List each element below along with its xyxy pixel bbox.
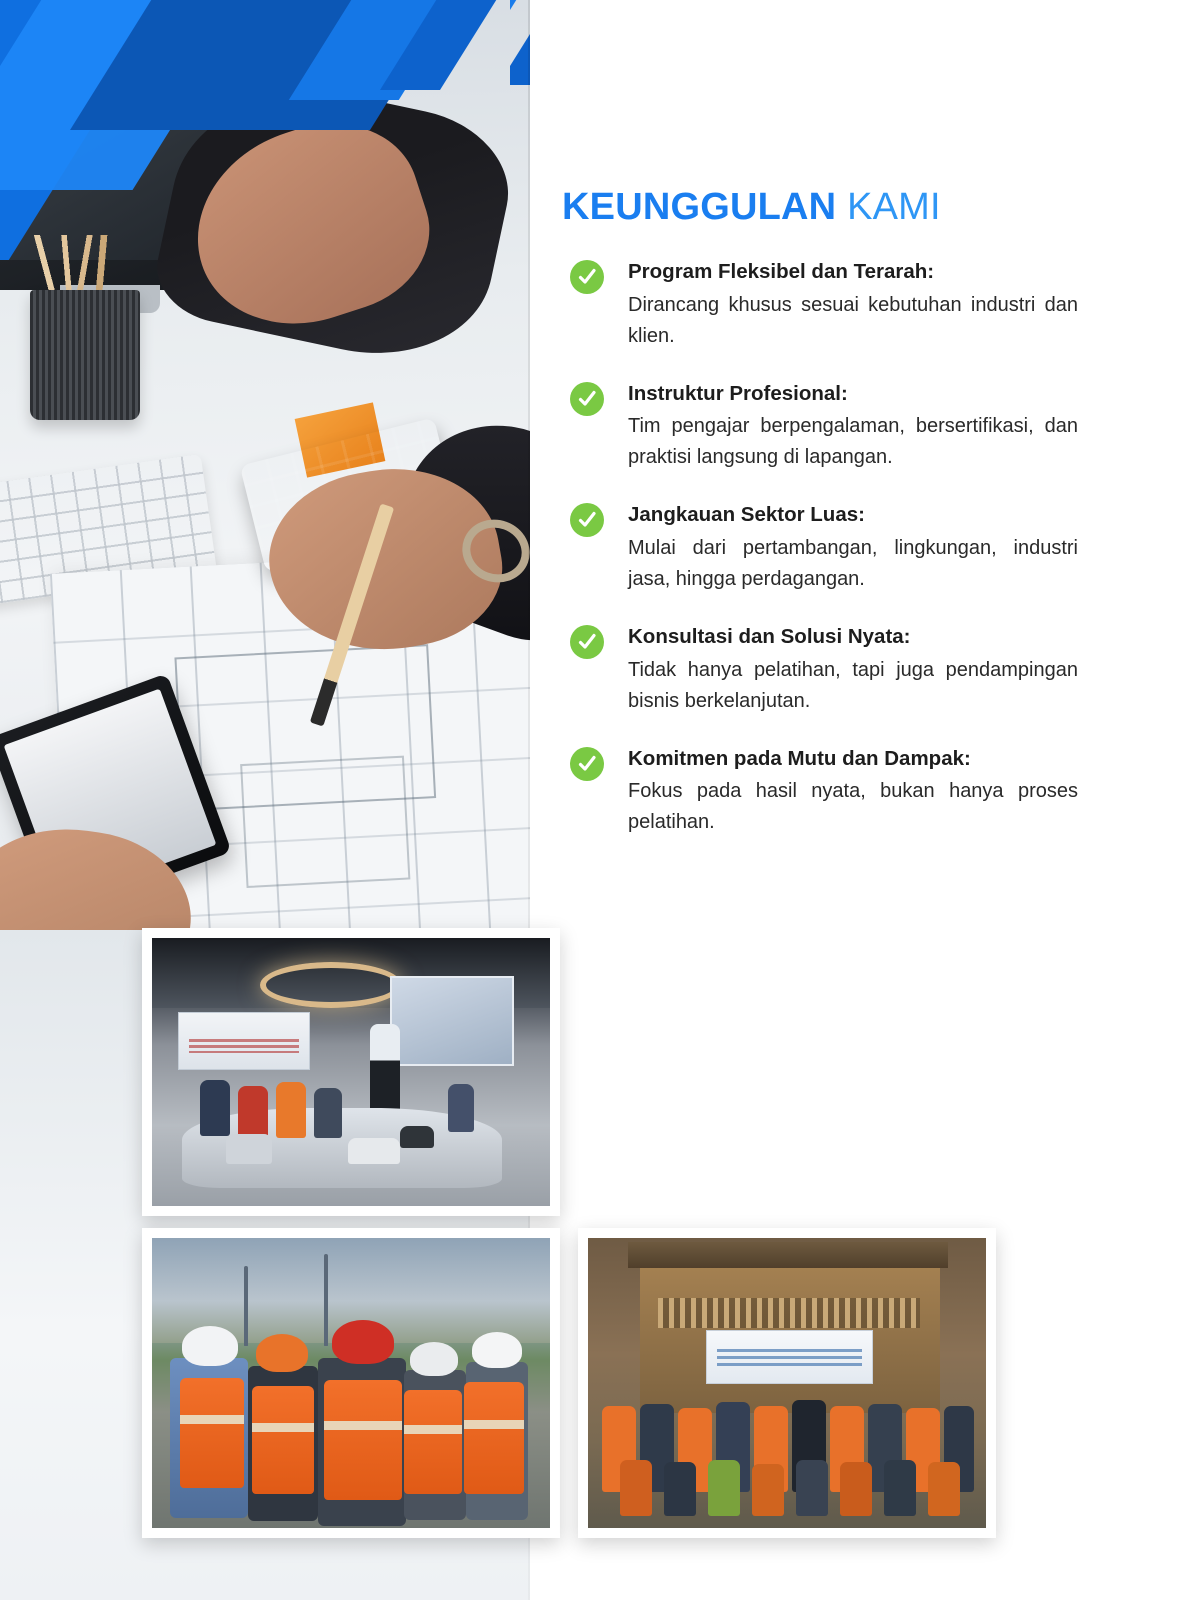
list-item-title: Jangkauan Sektor Luas: bbox=[628, 503, 865, 527]
list-item-body: Tim pengajar berpengalaman, bersertifikasi, dan praktisi langsung di lapangan. bbox=[628, 415, 1078, 469]
check-circle-icon bbox=[570, 260, 604, 294]
blue-ribbon-graphic bbox=[0, 0, 530, 300]
check-circle-icon bbox=[570, 382, 604, 416]
training-meeting-room-photo bbox=[142, 928, 560, 1216]
list-item-title: Komitmen pada Mutu dan Dampak: bbox=[628, 746, 971, 770]
advantages-list bbox=[562, 258, 1082, 866]
check-circle-icon bbox=[570, 747, 604, 781]
page-title-light: KAMI bbox=[847, 186, 941, 228]
list-item-title: Program Fleksibel dan Terarah: bbox=[628, 260, 935, 283]
list-item bbox=[562, 501, 1082, 595]
list-item-body: Mulai dari pertambangan, lingkungan, industri jasa, hingga perdagangan. bbox=[628, 537, 1078, 591]
list-item-body: Dirancang khusus sesuai kebutuhan industri dan klien. bbox=[628, 293, 1078, 347]
list-item bbox=[562, 380, 1082, 474]
list-item bbox=[562, 745, 1082, 839]
list-item bbox=[562, 623, 1082, 717]
list-item-title: Instruktur Profesional: bbox=[628, 381, 848, 405]
group-participants-wooden-house-photo bbox=[578, 1228, 996, 1538]
pencil-cup-shape bbox=[30, 290, 140, 420]
page-title bbox=[562, 186, 941, 229]
list-item bbox=[562, 258, 1082, 352]
check-circle-icon bbox=[570, 503, 604, 537]
list-item-body: Tidak hanya pelatihan, tapi juga pendampingan bisnis berkelanjutan. bbox=[628, 658, 1078, 712]
list-item-title: Konsultasi dan Solusi Nyata: bbox=[628, 625, 911, 649]
field-workers-safety-vest-photo bbox=[142, 1228, 560, 1538]
list-item-body: Fokus pada hasil nyata, bukan hanya proses pelatihan. bbox=[628, 780, 1078, 834]
page-title-bold: KEUNGGULAN bbox=[562, 186, 837, 228]
check-circle-icon bbox=[570, 625, 604, 659]
